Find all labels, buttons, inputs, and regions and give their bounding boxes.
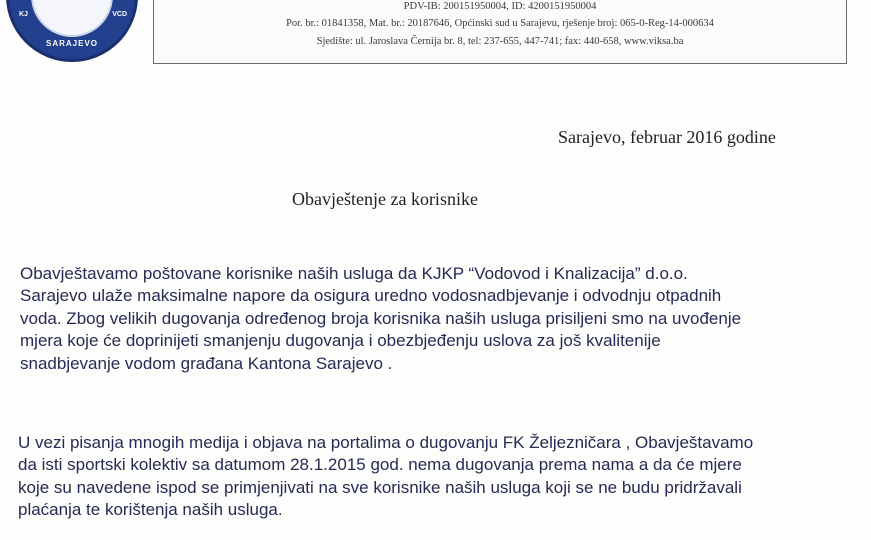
paragraph-line: Sarajevo ulaže maksimalne napore da osigura uredno vodosnadbjevanje i odvodnju otpadnih — [20, 286, 722, 306]
paragraph-line: da isti sportski kolektiv sa datumom 28.1.2015 god. nema dugovanja prema nama a da će mjere — [18, 455, 742, 475]
paragraph-line: snadbjevanje vodom građana Kantona Sarajevo . — [20, 353, 393, 373]
paragraph-fk-zeljeznicar — [18, 432, 753, 522]
letter-date: Sarajevo, februar 2016 godine — [558, 127, 776, 147]
paragraph-line: koje su navedene ispod se primjenjivati na sve korisnike naših usluga koji se ne budu pridržavali — [18, 477, 742, 497]
letterhead-box — [153, 0, 847, 64]
paragraph-line: voda. Zbog velikih dugovanja određenog broja korisnika naših usluga prisiljeni smo na uvođenje — [20, 308, 742, 328]
paragraph-line: mjera koje će doprinijeti smanjenju dugovanja i obezbjeđenju uslova za još kvalitenije — [20, 331, 661, 351]
logo-side-text-left: KJ — [19, 11, 28, 18]
letterhead-address: Sjedište: ul. Jaroslava Černija br. 8, tel: 237-655, 447-741; fax: 440-658, www.viksa.ba — [316, 36, 684, 47]
letterhead-tax-ids: PDV-IB: 200151950004, ID: 4200151950004 — [403, 1, 597, 12]
letter-subject: Obavještenje za korisnike — [292, 189, 478, 209]
paragraph-line: plaćanja te korištenja naših usluga. — [18, 500, 283, 520]
paragraph-line: Obavještavamo poštovane korisnike naših usluga da KJKP “Vodovod i Knalizacija” d.o.o. — [20, 264, 688, 283]
paragraph-line: U vezi pisanja mnogih medija i objava na portalima o dugovanju FK Željezničara , Obavještavamo — [18, 433, 754, 452]
company-logo — [6, 0, 138, 62]
paragraph-intro — [20, 263, 741, 375]
logo-city-text: SARAJEVO — [45, 39, 98, 48]
letterhead-registration: Por. br.: 01841358, Mat. br.: 20187646, Općinski sud u Sarajevu, rješenje broj: 065-0-Reg-14-000634 — [286, 18, 714, 29]
logo-side-text-right: VCD — [112, 11, 127, 18]
logo-emblem — [31, 0, 113, 37]
